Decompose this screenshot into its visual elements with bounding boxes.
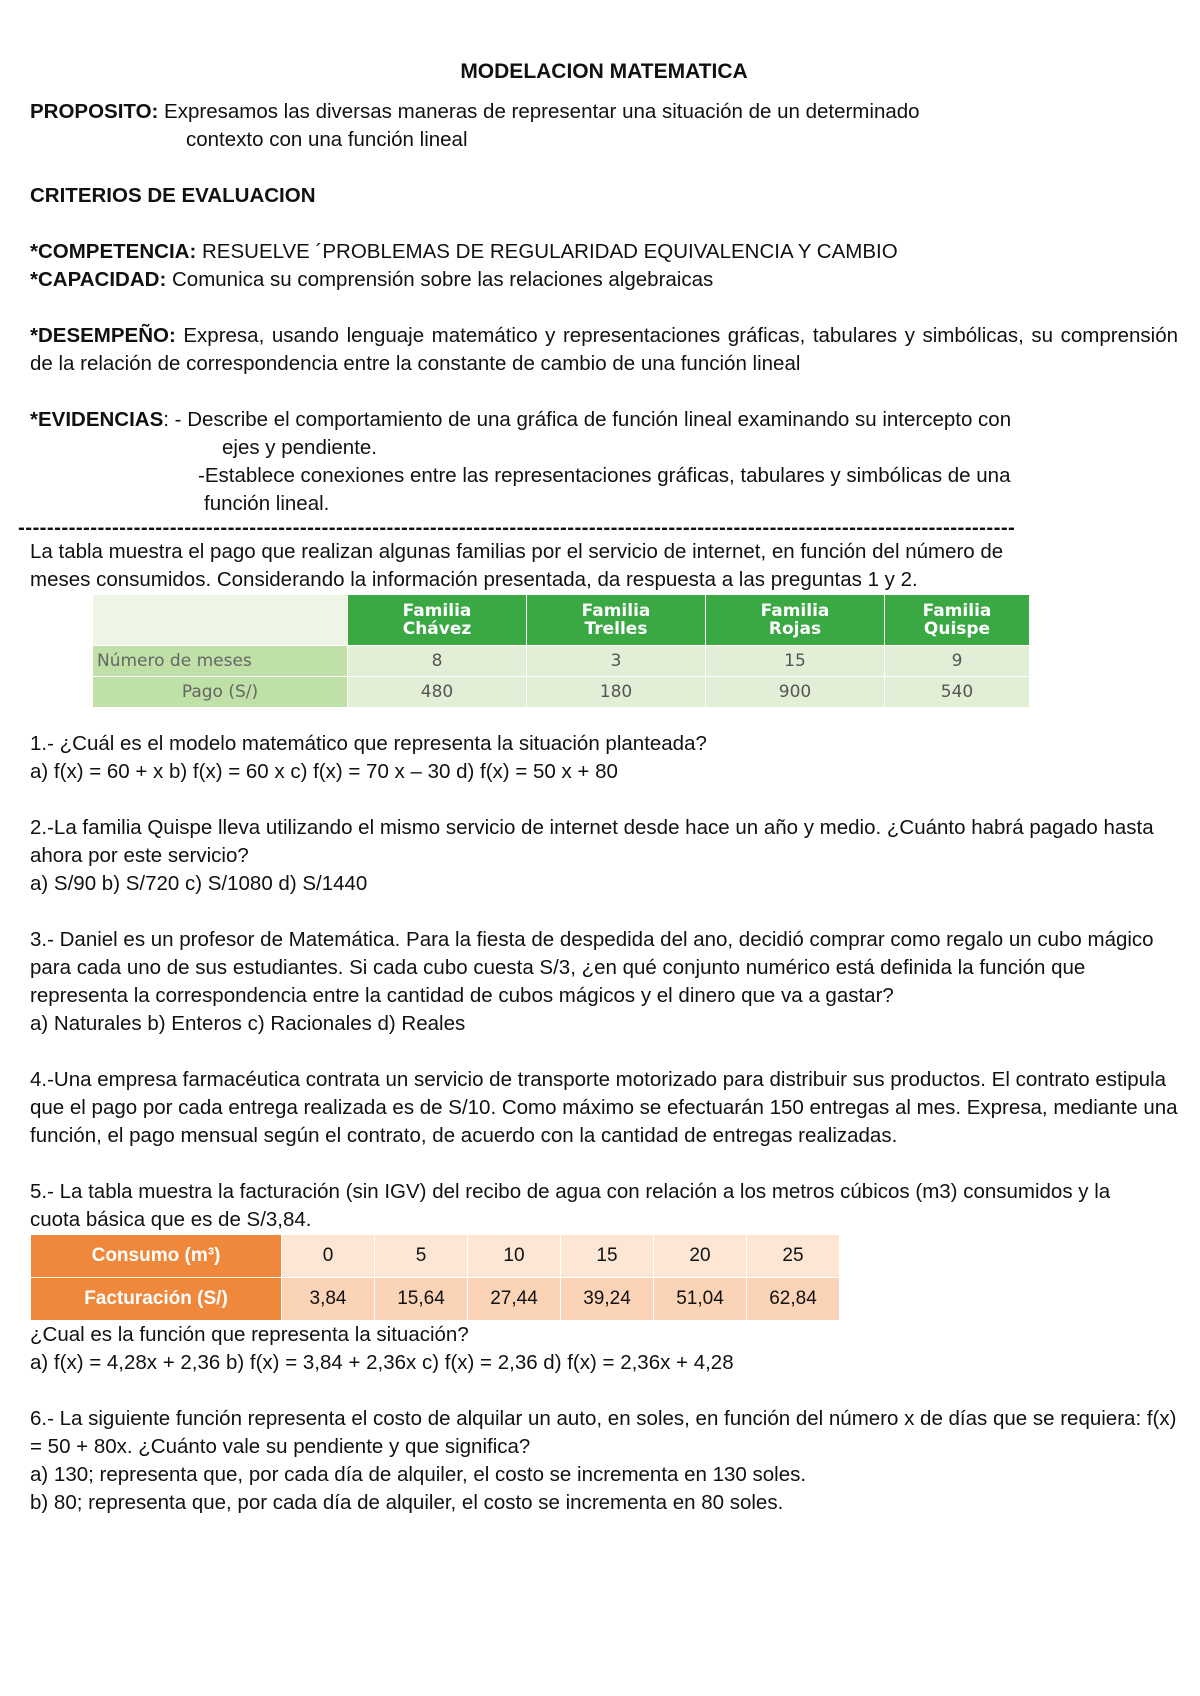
table-cell: 25 [747,1235,840,1278]
q1-options: a) f(x) = 60 + x b) f(x) = 60 x c) f(x) = 70 x – 30 d) f(x) = 50 x + 80 [30,760,618,783]
q6-option-b: b) 80; representa que, por cada día de alquiler, el costo se incrementa en 80 soles. [30,1491,784,1514]
q3-options: a) Naturales b) Enteros c) Racionales d) Reales [30,1012,466,1035]
page-title: MODELACION MATEMATICA [460,60,748,83]
table-cell: 0 [282,1235,375,1278]
table-header: Familia Chávez [348,595,527,646]
q2-text: 2.-La familia Quispe lleva utilizando el mismo servicio de internet desde hace un año y medio. ¿Cuánto habrá pagado hasta ahora por este servicio? [30,816,1154,867]
table-cell: 8 [348,646,527,677]
table-cell: 15 [706,646,885,677]
proposito-label: PROPOSITO: [30,100,159,123]
proposito-section [30,98,1178,126]
table-cell: 62,84 [747,1278,840,1321]
separator-line: ------------------------------------------------------------------------------------------------------------------------------------------ [18,518,1016,538]
q4-text: 4.-Una empresa farmacéutica contrata un servicio de transporte motorizado para distribuir sus productos. El contrato estipula que el pago por cada entrega realizada es de S/10. Como máximo se efectuarán 150 entregas al mes. Expresa, mediante una función, el pago mensual según el contrato, de acuerdo con la cantidad de entregas realizadas. [30,1068,1178,1147]
table-cell: 15,64 [375,1278,468,1321]
table-header: Familia Quispe [885,595,1030,646]
competencia-text: RESUELVE ´PROBLEMAS DE REGULARIDAD EQUIVALENCIA Y CAMBIO [202,240,898,263]
internet-payment-table [92,594,1030,708]
proposito-line2: contexto con una función lineal [186,128,468,151]
q1-text: 1.- ¿Cuál es el modelo matemático que representa la situación planteada? [30,732,707,755]
worksheet-page [18,58,1178,1517]
table-cell: 10 [468,1235,561,1278]
capacidad-line [30,266,1178,294]
water-billing-table [30,1234,840,1321]
criterios-heading: CRITERIOS DE EVALUACION [30,184,316,207]
q2-options: a) S/90 b) S/720 c) S/1080 d) S/1440 [30,872,368,895]
capacidad-label: *CAPACIDAD: [30,268,167,291]
evidencias-text2: ejes y pendiente. [222,436,378,459]
table-cell: 540 [885,677,1030,708]
evidencias-label: *EVIDENCIAS [30,408,164,431]
proposito-line1: Expresamos las diversas maneras de representar una situación de un determinado [164,100,920,123]
q3-text: 3.- Daniel es un profesor de Matemática. Para la fiesta de despedida del ano, decidió comprar como regalo un cubo mágico para cada uno de sus estudiantes. Si cada cubo cuesta S/3, ¿en qué conjunto numérico está definida la función que representa la correspondencia entre la cantidad de cubos mágicos y el dinero que va a gastar? [30,928,1154,1007]
table-cell: 3 [527,646,706,677]
q5-text: 5.- La tabla muestra la facturación (sin IGV) del recibo de agua con relación a los metros cúbicos (m3) consumidos y la cuota básica que es de S/3,84. [30,1180,1111,1231]
q5-options: a) f(x) = 4,28x + 2,36 b) f(x) = 3,84 + 2,36x c) f(x) = 2,36 d) f(x) = 2,36x + 4,28 [30,1351,734,1374]
competencia-label: *COMPETENCIA: [30,240,197,263]
q6-text: 6.- La siguiente función representa el costo de alquilar un auto, en soles, en función del número x de días que se requiera: f(x) = 50 + 80x. ¿Cuánto vale su pendiente y que significa? [30,1407,1177,1458]
table-cell: 5 [375,1235,468,1278]
evidencias-line1 [30,406,1178,434]
row-label: Facturación (S/) [31,1278,282,1321]
table-cell: 9 [885,646,1030,677]
evidencias-text3: -Establece conexiones entre las representaciones gráficas, tabulares y simbólicas de una [198,464,1011,487]
intro-paragraph: La tabla muestra el pago que realizan algunas familias por el servicio de internet, en función del número de meses consumidos. Considerando la información presentada, da respuesta a las preguntas 1 y 2. [30,540,1004,591]
table-cell: 39,24 [561,1278,654,1321]
evidencias-text4: función lineal. [204,492,330,515]
evidencias-text1: : - Describe el comportamiento de una gráfica de función lineal examinando su intercepto con [163,408,1012,431]
table-cell: 3,84 [282,1278,375,1321]
table-cell: 27,44 [468,1278,561,1321]
table-header: Familia Trelles [527,595,706,646]
q6-option-a: a) 130; representa que, por cada día de alquiler, el costo se incrementa en 130 soles. [30,1463,807,1486]
capacidad-text: Comunica su comprensión sobre las relaciones algebraicas [172,268,714,291]
q5-question: ¿Cual es la función que representa la situación? [30,1323,469,1346]
row-label: Pago (S/) [93,677,348,708]
table-cell: 900 [706,677,885,708]
table-cell: 20 [654,1235,747,1278]
table-header: Familia Rojas [706,595,885,646]
table-cell: 51,04 [654,1278,747,1321]
row-label: Número de meses [93,646,348,677]
competencia-line [30,238,1178,266]
desempeno-text: Expresa, usando lenguaje matemático y representaciones gráficas, tabulares y simbólicas, su comprensión de la relación de correspondencia entre la constante de cambio de una función lineal [30,324,1178,375]
desempeno-label: *DESEMPEÑO: [30,324,176,347]
table-cell: 480 [348,677,527,708]
table-cell: 15 [561,1235,654,1278]
desempeno-paragraph [30,322,1178,378]
table-cell: 180 [527,677,706,708]
row-label: Consumo (m³) [31,1235,282,1278]
